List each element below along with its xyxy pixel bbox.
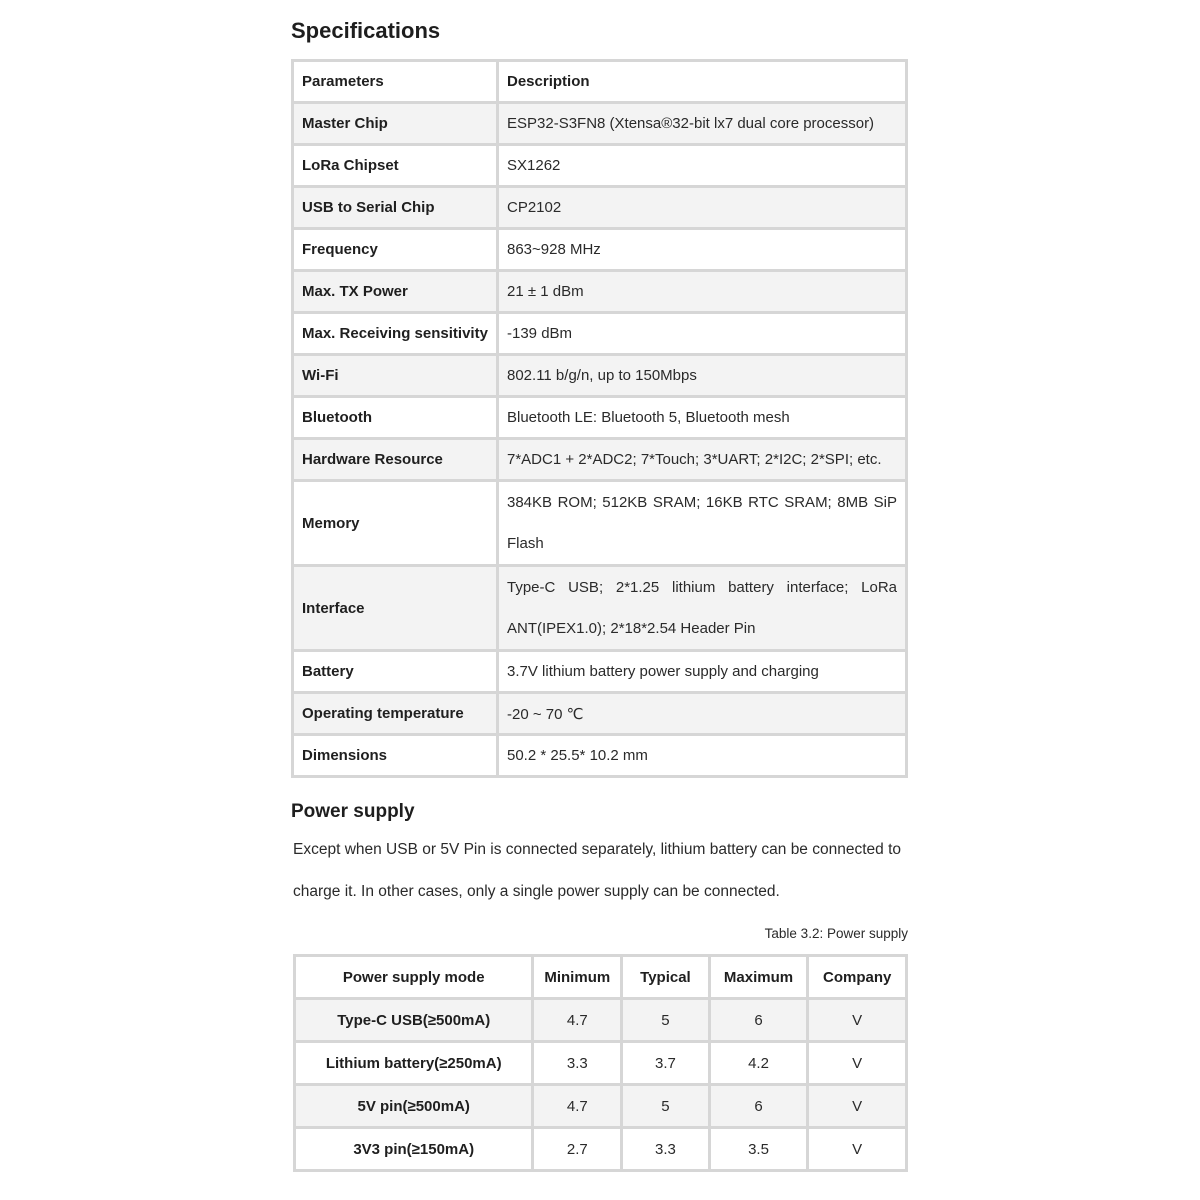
maximum-cell: 3.5 <box>709 1128 808 1171</box>
specifications-heading: Specifications <box>291 18 441 43</box>
specifications-table <box>291 59 908 778</box>
table-row <box>293 566 907 651</box>
header-company: Company <box>808 956 907 999</box>
typical-cell: 5 <box>622 1085 710 1128</box>
company-cell: V <box>808 1042 907 1085</box>
param-cell: Bluetooth <box>293 397 498 439</box>
table-row <box>295 1085 907 1128</box>
param-cell: Master Chip <box>293 103 498 145</box>
table-row <box>293 187 907 229</box>
minimum-cell: 3.3 <box>533 1042 622 1085</box>
company-cell: V <box>808 999 907 1042</box>
param-cell: Battery <box>293 651 498 693</box>
typical-cell: 3.3 <box>622 1128 710 1171</box>
table-row <box>293 355 907 397</box>
table-header-row <box>293 61 907 103</box>
mode-cell: 3V3 pin(≥150mA) <box>295 1128 533 1171</box>
param-cell: Max. TX Power <box>293 271 498 313</box>
maximum-cell: 4.2 <box>709 1042 808 1085</box>
company-cell: V <box>808 1128 907 1171</box>
param-cell: Dimensions <box>293 735 498 777</box>
table-row <box>293 651 907 693</box>
maximum-cell: 6 <box>709 999 808 1042</box>
header-parameters: Parameters <box>293 61 498 103</box>
desc-cell: ESP32-S3FN8 (Xtensa®32-bit lx7 dual core processor) <box>498 103 907 145</box>
header-minimum: Minimum <box>533 956 622 999</box>
desc-cell: CP2102 <box>498 187 907 229</box>
table-row <box>293 693 907 735</box>
table-header-row <box>295 956 907 999</box>
minimum-cell: 4.7 <box>533 1085 622 1128</box>
header-maximum: Maximum <box>709 956 808 999</box>
desc-cell: 863~928 MHz <box>498 229 907 271</box>
minimum-cell: 2.7 <box>533 1128 622 1171</box>
table-row <box>293 103 907 145</box>
maximum-cell: 6 <box>709 1085 808 1128</box>
desc-cell: -139 dBm <box>498 313 907 355</box>
param-cell: Hardware Resource <box>293 439 498 481</box>
table-row <box>293 313 907 355</box>
header-typical: Typical <box>622 956 710 999</box>
param-cell: USB to Serial Chip <box>293 187 498 229</box>
table-row <box>295 1042 907 1085</box>
param-cell: Memory <box>293 481 498 566</box>
param-cell: Max. Receiving sensitivity <box>293 313 498 355</box>
mode-cell: Lithium battery(≥250mA) <box>295 1042 533 1085</box>
desc-cell: -20 ~ 70 ℃ <box>498 693 907 735</box>
param-cell: Operating temperature <box>293 693 498 735</box>
table-row <box>293 229 907 271</box>
desc-cell: Type-C USB; 2*1.25 lithium battery interface; LoRa ANT(IPEX1.0); 2*18*2.54 Header Pin <box>498 566 907 651</box>
table-row <box>295 1128 907 1171</box>
desc-cell: 7*ADC1 + 2*ADC2; 7*Touch; 3*UART; 2*I2C; 2*SPI; etc. <box>498 439 907 481</box>
power-supply-heading: Power supply <box>291 801 415 822</box>
table-row <box>293 735 907 777</box>
desc-cell: 3.7V lithium battery power supply and charging <box>498 651 907 693</box>
desc-cell: 21 ± 1 dBm <box>498 271 907 313</box>
power-supply-table <box>293 954 908 1172</box>
param-cell: LoRa Chipset <box>293 145 498 187</box>
table-row <box>293 145 907 187</box>
table-row <box>293 397 907 439</box>
header-description: Description <box>498 61 907 103</box>
mode-cell: 5V pin(≥500mA) <box>295 1085 533 1128</box>
power-supply-paragraph: Except when USB or 5V Pin is connected separately, lithium battery can be connected to charge it. In other cases, only a single power supply can be connected. <box>293 841 901 900</box>
desc-cell: 802.11 b/g/n, up to 150Mbps <box>498 355 907 397</box>
minimum-cell: 4.7 <box>533 999 622 1042</box>
table-row <box>293 271 907 313</box>
table-row <box>293 481 907 566</box>
desc-cell: 384KB ROM; 512KB SRAM; 16KB RTC SRAM; 8MB SiP Flash <box>498 481 907 566</box>
param-cell: Frequency <box>293 229 498 271</box>
desc-cell: Bluetooth LE: Bluetooth 5, Bluetooth mesh <box>498 397 907 439</box>
typical-cell: 3.7 <box>622 1042 710 1085</box>
table-caption: Table 3.2: Power supply <box>764 926 908 941</box>
mode-cell: Type-C USB(≥500mA) <box>295 999 533 1042</box>
table-row <box>295 999 907 1042</box>
param-cell: Interface <box>293 566 498 651</box>
desc-cell: 50.2 * 25.5* 10.2 mm <box>498 735 907 777</box>
param-cell: Wi-Fi <box>293 355 498 397</box>
company-cell: V <box>808 1085 907 1128</box>
desc-cell: SX1262 <box>498 145 907 187</box>
typical-cell: 5 <box>622 999 710 1042</box>
header-power-supply-mode: Power supply mode <box>295 956 533 999</box>
table-row <box>293 439 907 481</box>
